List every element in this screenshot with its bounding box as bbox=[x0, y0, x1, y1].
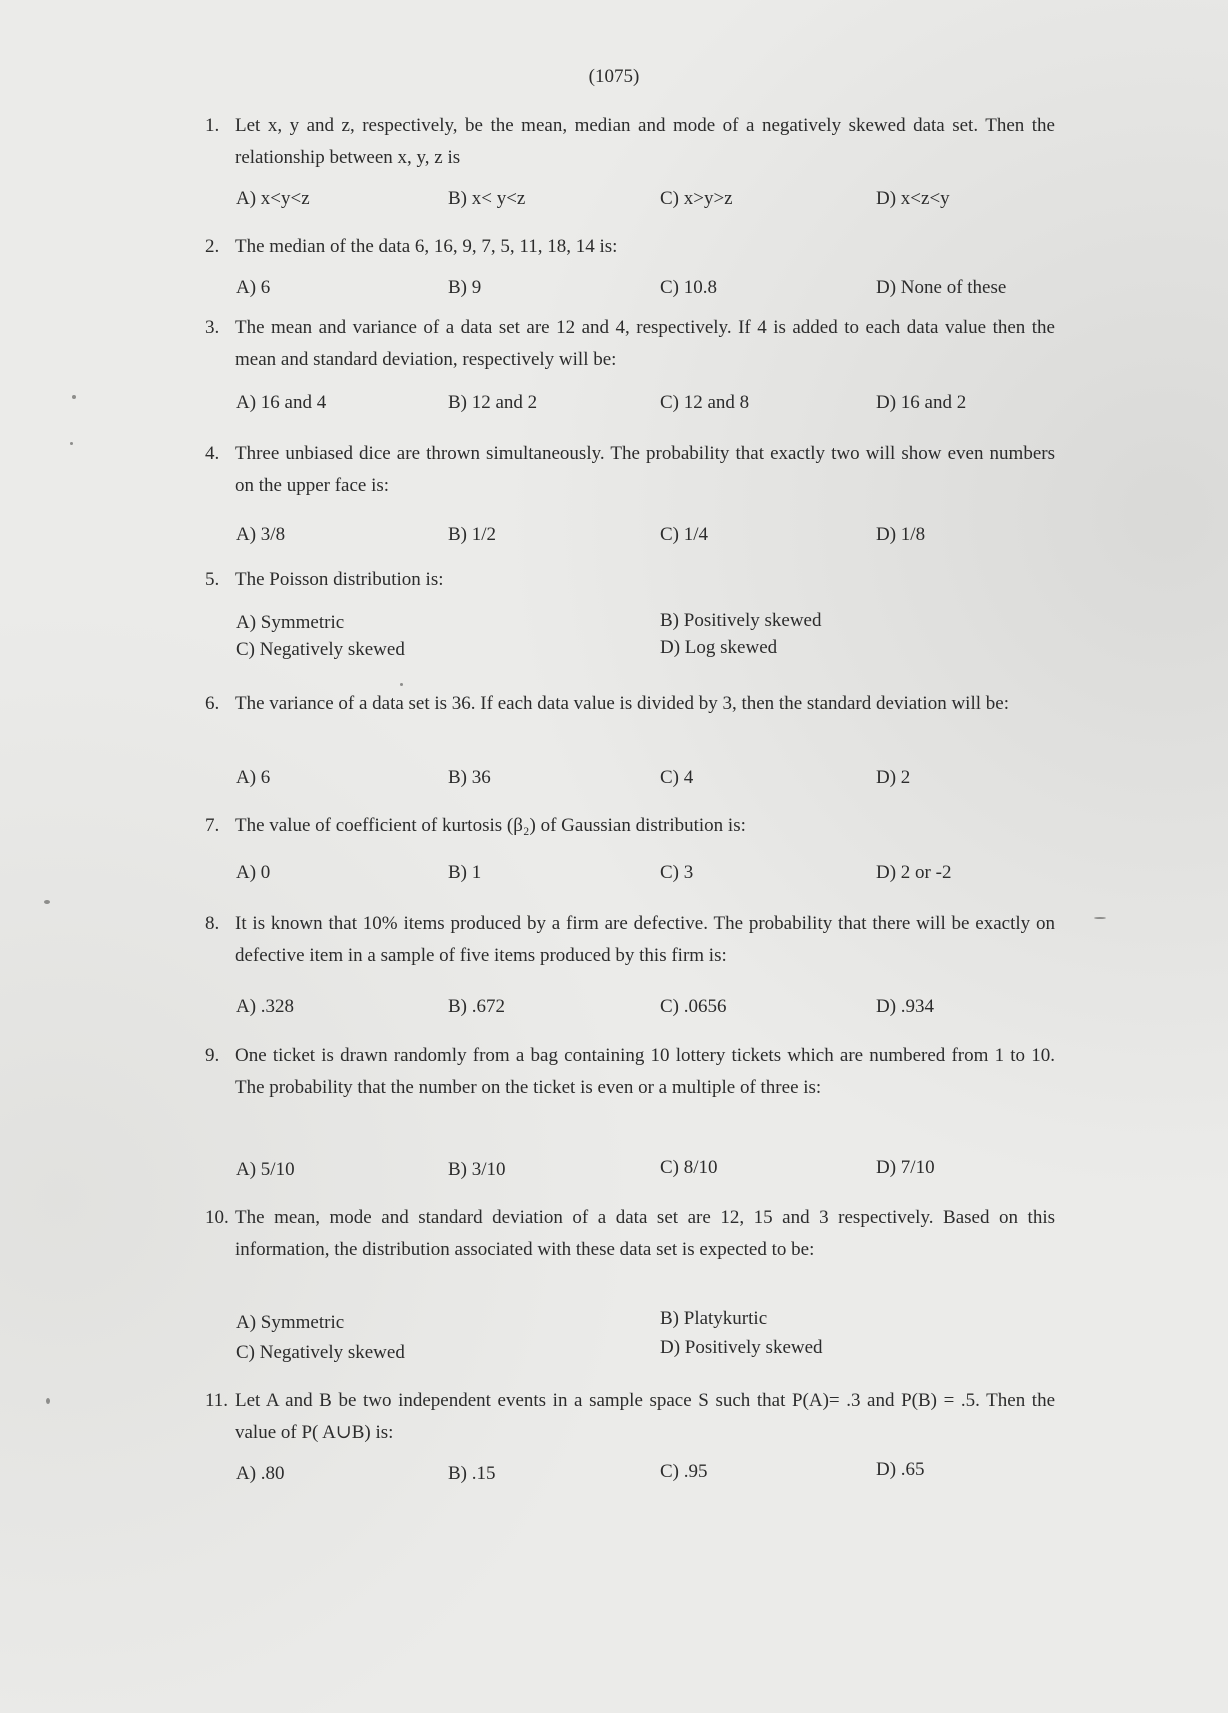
question-number: 6. bbox=[205, 693, 220, 714]
option-a: A) .80 bbox=[236, 1463, 285, 1484]
option-d: D) Positively skewed bbox=[660, 1337, 823, 1358]
question-text: Let x, y and z, respectively, be the mean, median and mode of a negatively skewed data set. Then the relationship between x, y, z is bbox=[235, 115, 1055, 168]
question-number: 10. bbox=[205, 1207, 229, 1228]
option-c: C) 8/10 bbox=[660, 1157, 718, 1178]
scan-speck bbox=[70, 442, 73, 445]
question-number: 9. bbox=[205, 1045, 220, 1066]
option-b: B) 9 bbox=[448, 277, 482, 298]
option-b: B) x< y<z bbox=[448, 188, 526, 209]
option-c: C) Negatively skewed bbox=[236, 1342, 405, 1363]
option-d: D) None of these bbox=[876, 277, 1007, 298]
question-number: 5. bbox=[205, 569, 220, 590]
question-number: 3. bbox=[205, 317, 220, 338]
question-11 bbox=[205, 1385, 1055, 1449]
option-c: C) 12 and 8 bbox=[660, 392, 750, 413]
scan-speck bbox=[46, 1398, 50, 1404]
question-7 bbox=[205, 810, 1055, 842]
scan-speck bbox=[1094, 917, 1106, 919]
option-b: B) 3/10 bbox=[448, 1159, 506, 1180]
scan-speck bbox=[400, 683, 403, 686]
option-c: C) .95 bbox=[660, 1461, 708, 1482]
question-10 bbox=[205, 1202, 1055, 1266]
option-d: D) 2 or -2 bbox=[876, 862, 952, 883]
option-b: B) Positively skewed bbox=[660, 610, 822, 631]
question-number: 11. bbox=[205, 1390, 229, 1411]
question-2 bbox=[205, 231, 1055, 263]
option-d: D) 16 and 2 bbox=[876, 392, 967, 413]
scan-speck bbox=[44, 900, 50, 904]
option-a: A) Symmetric bbox=[236, 1312, 345, 1333]
question-3 bbox=[205, 312, 1055, 376]
question-text: The mean, mode and standard deviation of a data set are 12, 15 and 3 respectively. Based on this information, the distribution associated with these data set is expected to be: bbox=[235, 1207, 1055, 1260]
option-a: A) 6 bbox=[236, 767, 271, 788]
option-b: B) 36 bbox=[448, 767, 491, 788]
option-c: C) 10.8 bbox=[660, 277, 717, 298]
option-c: C) .0656 bbox=[660, 996, 727, 1017]
question-8 bbox=[205, 908, 1055, 972]
option-a: A) x<y<z bbox=[236, 188, 310, 209]
question-text: The Poisson distribution is: bbox=[235, 569, 444, 590]
question-number: 2. bbox=[205, 236, 220, 257]
question-text: Three unbiased dice are thrown simultaneously. The probability that exactly two will show even numbers on the upper face is: bbox=[235, 443, 1055, 496]
option-d: D) Log skewed bbox=[660, 637, 778, 658]
option-d: D) .65 bbox=[876, 1459, 925, 1480]
option-c: C) 3 bbox=[660, 862, 694, 883]
option-a: A) Symmetric bbox=[236, 612, 345, 633]
question-number: 7. bbox=[205, 815, 220, 836]
option-c: C) Negatively skewed bbox=[236, 639, 405, 660]
option-c: C) x>y>z bbox=[660, 188, 733, 209]
option-c: C) 1/4 bbox=[660, 524, 709, 545]
question-text: The value of coefficient of kurtosis (β₂) of Gaussian distribution is: bbox=[235, 815, 746, 836]
option-d: D) .934 bbox=[876, 996, 935, 1017]
question-text: The median of the data 6, 16, 9, 7, 5, 11, 18, 14 is: bbox=[235, 236, 618, 257]
option-d: D) 7/10 bbox=[876, 1157, 935, 1178]
question-1 bbox=[205, 110, 1055, 174]
option-a: A) 5/10 bbox=[236, 1159, 295, 1180]
question-text: Let A and B be two independent events in a sample space S such that P(A)= .3 and P(B) = .5. Then the value of P( A∪B) is: bbox=[235, 1390, 1055, 1443]
option-d: D) 2 bbox=[876, 767, 911, 788]
option-a: A) 0 bbox=[236, 862, 271, 883]
question-text: One ticket is drawn randomly from a bag containing 10 lottery tickets which are numbered from 1 to 10. The probability that the number on the ticket is even or a multiple of three is: bbox=[235, 1045, 1055, 1098]
question-number: 8. bbox=[205, 913, 220, 934]
question-text: The variance of a data set is 36. If each data value is divided by 3, then the standard deviation will be: bbox=[235, 693, 1009, 714]
question-4 bbox=[205, 438, 1055, 502]
option-a: A) 3/8 bbox=[236, 524, 286, 545]
option-b: B) .15 bbox=[448, 1463, 496, 1484]
option-c: C) 4 bbox=[660, 767, 694, 788]
option-b: B) .672 bbox=[448, 996, 505, 1017]
option-d: D) x<z<y bbox=[876, 188, 950, 209]
question-text: The mean and variance of a data set are 12 and 4, respectively. If 4 is added to each data value then the mean and standard deviation, respectively will be: bbox=[235, 317, 1055, 370]
option-a: A) 6 bbox=[236, 277, 271, 298]
option-b: B) 12 and 2 bbox=[448, 392, 538, 413]
option-b: B) 1 bbox=[448, 862, 482, 883]
page-code: (1075) bbox=[588, 66, 640, 87]
option-b: B) 1/2 bbox=[448, 524, 497, 545]
option-d: D) 1/8 bbox=[876, 524, 926, 545]
question-text: It is known that 10% items produced by a firm are defective. The probability that there will be exactly on defective item in a sample of five items produced by this firm is: bbox=[235, 913, 1055, 966]
option-a: A) .328 bbox=[236, 996, 295, 1017]
option-b: B) Platykurtic bbox=[660, 1308, 768, 1329]
question-9 bbox=[205, 1040, 1055, 1104]
option-a: A) 16 and 4 bbox=[236, 392, 327, 413]
question-5 bbox=[205, 564, 1055, 596]
question-number: 1. bbox=[205, 115, 220, 136]
question-number: 4. bbox=[205, 443, 220, 464]
scan-speck bbox=[72, 395, 76, 399]
question-6 bbox=[205, 688, 1055, 720]
